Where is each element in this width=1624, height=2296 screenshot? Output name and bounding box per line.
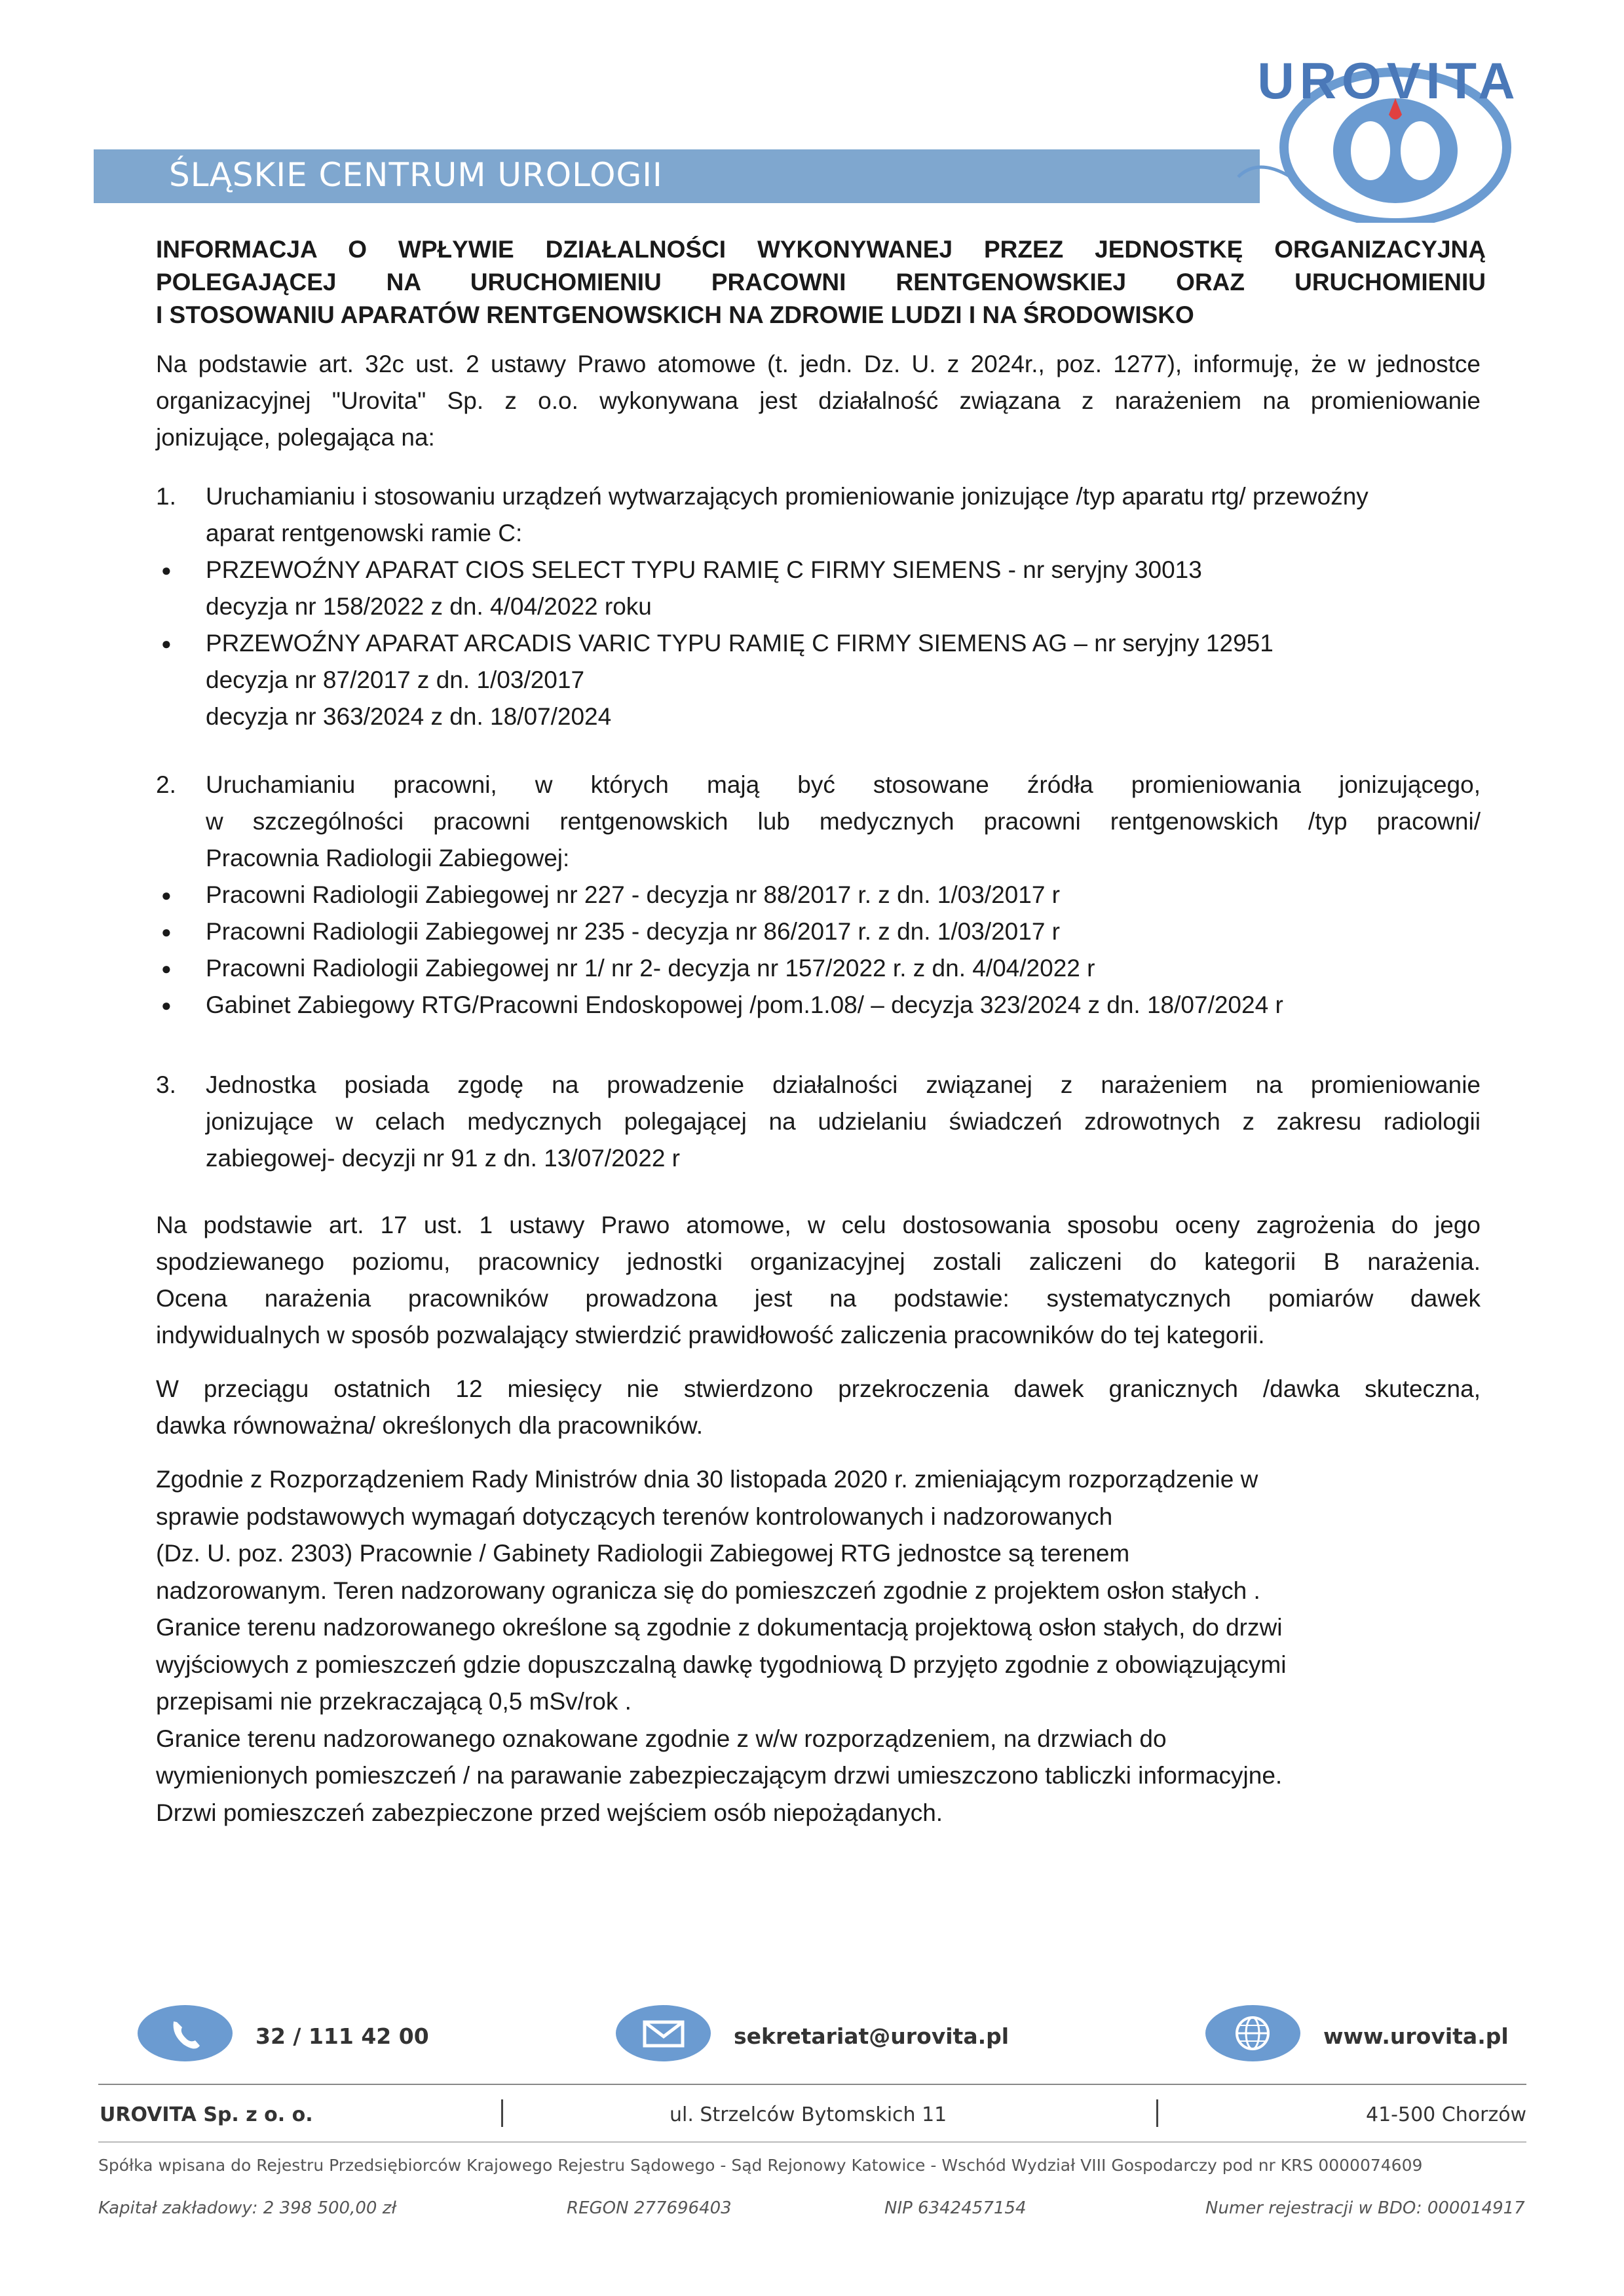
intro-line: Na podstawie art. 32c ust. 2 ustawy Prawo atomowe (t. jedn. Dz. U. z 2024r., poz. 1277), informuję, że w jednostce (156, 351, 1481, 377)
bullet-icon: ● (161, 995, 172, 1015)
section-2-line: Pracownia Radiologii Zabiegowej: (206, 845, 570, 871)
paragraph-line: wyjściowych z pomieszczeń gdzie dopuszczalną dawkę tygodniową D przyjęto zgodnie z obowiązującymi (156, 1651, 1287, 1678)
paragraph-line: nadzorowanym. Teren nadzorowany ogranicza się do pomieszczeń zgodnie z projektem osłon stałych . (156, 1577, 1260, 1604)
list-item-line: decyzja nr 363/2024 z dn. 18/07/2024 (206, 703, 612, 730)
paragraph-line: dawka równoważna/ określonych dla pracowników. (156, 1412, 703, 1439)
section-1-lead (156, 478, 1481, 552)
urovita-logo (1199, 26, 1539, 223)
section-number: 1. (156, 483, 176, 510)
mail-icon (616, 2005, 711, 2061)
list-item (156, 625, 1481, 735)
list-item-line: PRZEWOŹNY APARAT ARCADIS VARIC TYPU RAMIĘ C FIRMY SIEMENS AG – nr seryjny 12951 (206, 630, 1274, 657)
paragraph-line: Na podstawie art. 17 ust. 1 ustawy Prawo atomowe, w celu dostosowania sposobu oceny zagrożenia do jego (156, 1212, 1481, 1238)
footer-city: 41-500 Chorzów (1366, 2103, 1527, 2126)
bullet-icon: ● (161, 560, 172, 580)
document-title (156, 233, 1486, 332)
section-3-line: jonizujące w celach medycznych polegającej na udzielaniu świadczeń zdrowotnych z zakresu radiologii (206, 1108, 1481, 1135)
footer-phone: 32 / 111 42 00 (255, 2023, 429, 2049)
paragraph-line: Drzwi pomieszczeń zabezpieczone przed wejściem osób niepożądanych. (156, 1799, 943, 1826)
section-number: 2. (156, 771, 176, 798)
paragraph-line: Granice terenu nadzorowanego oznakowane zgodnie z w/w rozporządzeniem, na drzwiach do (156, 1725, 1167, 1752)
header-banner-title: ŚLĄSKIE CENTRUM UROLOGII (169, 156, 663, 194)
section-3-line: Jednostka posiada zgodę na prowadzenie działalności związanej z narażeniem na promieniowanie (206, 1071, 1481, 1098)
section-1 (156, 478, 1481, 735)
list-item-line: Pracowni Radiologii Zabiegowej nr 227 - decyzja nr 88/2017 r. z dn. 1/03/2017 r (206, 881, 1060, 908)
section-1-line: aparat rentgenowski ramie C: (206, 520, 523, 546)
paragraph-line: W przeciągu ostatnich 12 miesięcy nie stwierdzono przekroczenia dawek granicznych /dawka skuteczna, (156, 1375, 1481, 1402)
section-2-line: w szczególności pracowni rentgenowskich lub medycznych pracowni rentgenowskich /typ pracowni/ (206, 808, 1481, 835)
paragraph-line: wymienionych pomieszczeń / na parawanie zabezpieczającym drzwi umieszczono tabliczki informacyjne. (156, 1762, 1283, 1789)
bullet-icon: ● (161, 922, 172, 942)
list-item-line: decyzja nr 158/2022 z dn. 4/04/2022 roku (206, 593, 652, 620)
phone-icon (138, 2005, 233, 2061)
footer-capital: Kapitał zakładowy: 2 398 500,00 zł (98, 2198, 396, 2218)
paragraph-line: sprawie podstawowych wymagań dotyczących terenów kontrolowanych i nadzorowanych (156, 1502, 1113, 1530)
bullet-icon: ● (161, 885, 172, 905)
list-item (156, 950, 1481, 987)
title-line: POLEGAJĄCEJ NA URUCHOMIENIU PRACOWNI RENTGENOWSKIEJ ORAZ URUCHOMIENIU (156, 269, 1486, 296)
footer-separator (1156, 2099, 1158, 2127)
paragraph-line: Granice terenu nadzorowanego określone są zgodnie z dokumentacją projektową osłon stałych, do drzwi (156, 1614, 1283, 1641)
section-3-line: zabiegowej- decyzji nr 91 z dn. 13/07/2022 r (206, 1145, 680, 1172)
footer-divider (98, 2084, 1526, 2085)
section-2-line: Uruchamianiu pracowni, w których mają być stosowane źródła promieniowania jonizującego, (206, 771, 1481, 798)
list-item (156, 552, 1481, 625)
paragraph-line: (Dz. U. poz. 2303) Pracownie / Gabinety Radiologii Zabiegowej RTG jednostce są terenem (156, 1540, 1130, 1567)
intro-line: jonizujące, polegająca na: (156, 424, 435, 451)
title-line: INFORMACJA O WPŁYWIE DZIAŁALNOŚCI WYKONYWANEJ PRZEZ JEDNOSTKĘ ORGANIZACYJNĄ (156, 236, 1486, 263)
paragraph-line: Ocena narażenia pracowników prowadzona jest na podstawie: systematycznych pomiarów dawek (156, 1285, 1481, 1312)
dose-paragraph (156, 1371, 1481, 1444)
footer-bdo: Numer rejestracji w BDO: 000014917 (1205, 2198, 1525, 2218)
list-item-line: decyzja nr 87/2017 z dn. 1/03/2017 (206, 666, 585, 693)
section-3-lead (156, 1067, 1481, 1177)
section-number: 3. (156, 1071, 176, 1098)
regulation-paragraph (156, 1461, 1481, 1831)
footer-website[interactable]: www.urovita.pl (1323, 2023, 1509, 2049)
list-item-line: PRZEWOŹNY APARAT CIOS SELECT TYPU RAMIĘ C FIRMY SIEMENS - nr seryjny 30013 (206, 556, 1202, 583)
paragraph-line: indywidualnych w sposób pozwalający stwierdzić prawidłowość zaliczenia pracowników do tej kategorii. (156, 1322, 1265, 1349)
list-item-line: Gabinet Zabiegowy RTG/Pracowni Endoskopowej /pom.1.08/ – decyzja 323/2024 z dn. 18/07/2024 r (206, 991, 1283, 1018)
bullet-icon: ● (161, 959, 172, 978)
art17-paragraph (156, 1207, 1481, 1354)
intro-line: organizacyjnej "Urovita" Sp. z o.o. wykonywana jest działalność związana z narażeniem na promieniowanie (156, 387, 1481, 414)
footer-email[interactable]: sekretariat@urovita.pl (734, 2023, 1010, 2049)
footer-registry: Spółka wpisana do Rejestru Przedsiębiorców Krajowego Rejestru Sądowego - Sąd Rejonowy Katowice - Wschód Wydział VIII Gospodarczy pod nr KRS 0000074609 (98, 2156, 1423, 2175)
list-item (156, 987, 1481, 1024)
list-item (156, 877, 1481, 913)
bullet-icon: ● (161, 634, 172, 653)
list-item-line: Pracowni Radiologii Zabiegowej nr 235 - decyzja nr 86/2017 r. z dn. 1/03/2017 r (206, 918, 1060, 945)
list-item (156, 913, 1481, 950)
footer-company: UROVITA Sp. z o. o. (100, 2103, 313, 2126)
section-1-line: Uruchamianiu i stosowaniu urządzeń wytwarzających promieniowanie jonizujące /typ aparatu rtg/ przewoźny (206, 483, 1369, 510)
footer-separator (501, 2099, 503, 2127)
footer-nip: NIP 6342457154 (884, 2198, 1027, 2218)
footer-address: ul. Strzelców Bytomskich 11 (670, 2103, 947, 2126)
logo-wordmark: UROVITA (1257, 52, 1520, 109)
globe-icon (1205, 2005, 1300, 2061)
footer-divider (98, 2141, 1526, 2143)
paragraph-line: przepisami nie przekraczającą 0,5 mSv/rok . (156, 1688, 632, 1715)
paragraph-line: spodziewanego poziomu, pracownicy jednostki organizacyjnej zostali zaliczeni do kategorii B narażenia. (156, 1248, 1481, 1275)
section-2 (156, 767, 1481, 1024)
paragraph-line: Zgodnie z Rozporządzeniem Rady Ministrów dnia 30 listopada 2020 r. zmieniającym rozporządzenie w (156, 1466, 1258, 1493)
section-2-lead (156, 767, 1481, 877)
title-line: I STOSOWANIU APARATÓW RENTGENOWSKICH NA ZDROWIE LUDZI I NA ŚRODOWISKO (156, 301, 1194, 328)
list-item-line: Pracowni Radiologii Zabiegowej nr 1/ nr 2- decyzja nr 157/2022 r. z dn. 4/04/2022 r (206, 955, 1095, 982)
footer-regon: REGON 277696403 (567, 2198, 732, 2218)
intro-paragraph (156, 346, 1481, 456)
section-3 (156, 1067, 1481, 1177)
